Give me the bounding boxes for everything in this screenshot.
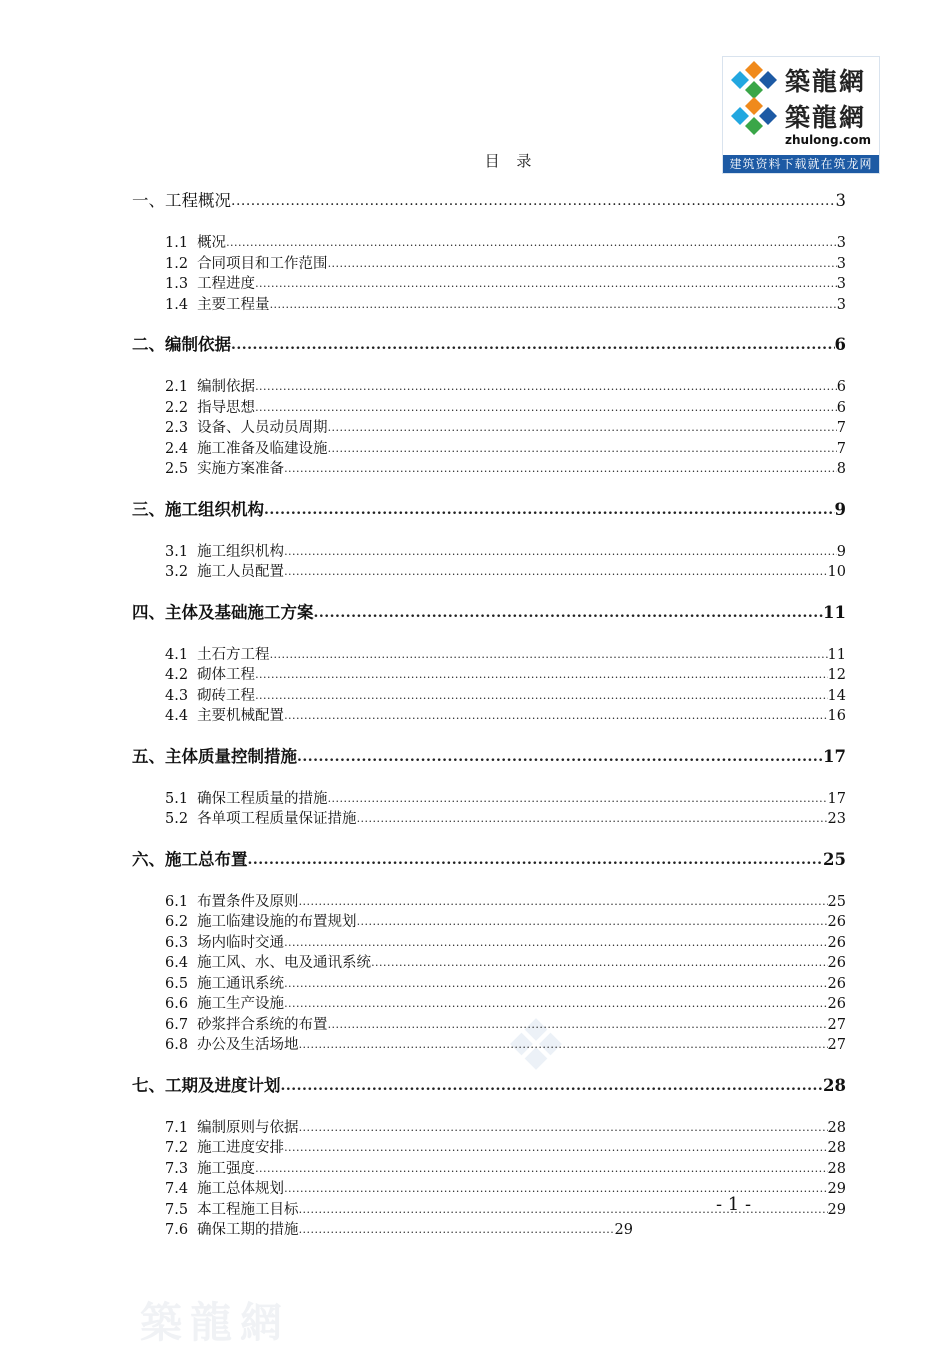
toc-leader: [299, 892, 828, 913]
toc-chapter[interactable]: [132, 746, 846, 768]
toc-chapter[interactable]: [132, 1075, 846, 1097]
toc-section-page: 26: [827, 996, 846, 1012]
toc-section-label: [165, 1118, 299, 1139]
toc-chapter-label: 五、主体质量控制措施: [132, 746, 297, 766]
toc-section-label: [165, 974, 284, 995]
toc-leader: [328, 789, 828, 810]
logo-diamond-icon: [727, 95, 781, 135]
toc-section[interactable]: [165, 459, 846, 480]
toc-section-number: 6.1: [165, 893, 189, 910]
toc-section-number: 2.2: [165, 399, 189, 416]
toc-section-label: [165, 645, 270, 666]
toc-chapter[interactable]: [132, 499, 846, 521]
toc-leader: [357, 912, 828, 933]
toc-section-title: 施工风、水、电及通讯系统: [197, 955, 372, 971]
toc-section-title: 设备、人员动员周期: [197, 420, 328, 436]
toc-section-title: 施工人员配置: [197, 564, 285, 580]
toc-section-label: [165, 809, 357, 830]
logo-diamond-icon: [727, 59, 781, 99]
toc-section[interactable]: [165, 974, 846, 995]
toc-section-title: 办公及生活场地: [197, 1037, 299, 1053]
toc-section-label: [165, 686, 255, 707]
toc-section-page: 28: [827, 1119, 846, 1136]
toc-section-number: 1.1: [165, 235, 189, 251]
table-of-contents: [132, 190, 846, 1260]
toc-section[interactable]: [165, 994, 846, 1015]
toc-section-title: 编制原则与依据: [197, 1119, 299, 1136]
toc-section-page: 6: [836, 399, 846, 416]
toc-chapter-label: 七、工期及进度计划: [132, 1075, 281, 1095]
toc-section-page: 9: [836, 543, 846, 560]
toc-section-label: [165, 933, 284, 954]
toc-leader: [297, 746, 823, 768]
toc-section-label: [165, 1159, 255, 1180]
logo-brand-text: 築龍網: [785, 67, 867, 96]
toc-section-title: 砌体工程: [197, 667, 256, 683]
toc-section-number: 5.1: [165, 790, 189, 807]
toc-section-title: 实施方案准备: [197, 461, 285, 477]
toc-leader: [284, 933, 827, 954]
toc-section-number: 7.6: [165, 1222, 189, 1238]
toc-section-number: 2.1: [165, 379, 189, 395]
toc-section-number: 6.5: [165, 975, 189, 992]
toc-section-label: [165, 377, 255, 398]
toc-section[interactable]: [165, 953, 846, 974]
toc-section[interactable]: [165, 418, 846, 439]
toc-leader: [248, 849, 824, 871]
toc-section-page: 3: [836, 235, 846, 251]
toc-section-title: 施工临建设施的布置规划: [197, 914, 357, 930]
toc-chapter-page: 25: [823, 849, 846, 869]
toc-section-title: 施工生产设施: [197, 996, 285, 1012]
toc-section-title: 确保工期的措施: [197, 1222, 299, 1238]
toc-chapter[interactable]: [132, 849, 846, 871]
toc-section-number: 4.1: [165, 646, 189, 663]
toc-section-number: 6.8: [165, 1037, 189, 1053]
toc-leader: [371, 953, 827, 974]
toc-leader: [281, 1075, 824, 1097]
toc-leader: [284, 459, 837, 480]
toc-section-label: [165, 254, 328, 275]
toc-section-label: [165, 233, 226, 254]
toc-leader: [328, 439, 837, 460]
toc-section-page: 11: [827, 646, 846, 663]
toc-section-number: 1.4: [165, 296, 189, 313]
toc-section-title: 主要机械配置: [197, 708, 285, 724]
toc-section-title: 工程进度: [197, 276, 256, 292]
toc-section-page: 29: [827, 1201, 846, 1218]
toc-leader: [284, 562, 827, 583]
toc-section[interactable]: [165, 562, 846, 583]
toc-leader: [231, 334, 835, 356]
toc-section-page: 8: [836, 461, 846, 477]
toc-chapter-label: 三、施工组织机构: [132, 499, 264, 519]
toc-section-label: [165, 398, 255, 419]
toc-section-page: 29: [614, 1222, 633, 1238]
toc-section-label: [165, 295, 270, 316]
toc-section-number: 2.5: [165, 461, 189, 477]
toc-leader: [284, 542, 837, 563]
toc-section[interactable]: [165, 665, 846, 686]
toc-section[interactable]: [165, 1138, 846, 1159]
toc-chapter-page: 17: [823, 746, 846, 766]
toc-leader: [231, 190, 836, 212]
toc-section-label: [165, 994, 284, 1015]
toc-section-title: 指导思想: [197, 399, 256, 416]
toc-section-page: 17: [827, 790, 846, 807]
toc-section-number: 7.1: [165, 1119, 189, 1136]
toc-section-label: [165, 1015, 328, 1036]
toc-section-label: [165, 459, 284, 480]
toc-section-label: [165, 706, 284, 727]
toc-section-label: [165, 1035, 299, 1056]
toc-section-list: [132, 892, 846, 1056]
toc-section-list: [132, 542, 846, 583]
logo-site-text: zhulong.com: [785, 133, 871, 147]
toc-section-title: 施工进度安排: [197, 1140, 285, 1156]
toc-section[interactable]: [165, 542, 846, 563]
toc-section[interactable]: [165, 1015, 846, 1036]
toc-section[interactable]: [165, 933, 846, 954]
logo-slogan: 建筑资料下载就在筑龙网: [723, 155, 879, 173]
page-number: - 1 -: [716, 1194, 752, 1215]
toc-chapter-page: 3: [835, 191, 846, 210]
toc-section-title: 施工强度: [197, 1160, 256, 1177]
toc-section-label: [165, 542, 284, 563]
toc-section-number: 7.2: [165, 1140, 189, 1156]
toc-section[interactable]: [165, 1118, 846, 1139]
toc-section[interactable]: [165, 274, 846, 295]
toc-section-page: 29: [827, 1181, 846, 1197]
toc-leader: [328, 1015, 828, 1036]
toc-leader: [284, 1138, 827, 1159]
toc-chapter[interactable]: [132, 602, 846, 624]
toc-section-label: [165, 665, 255, 686]
toc-section[interactable]: [165, 789, 846, 810]
toc-leader: [284, 994, 827, 1015]
toc-section[interactable]: [165, 398, 846, 419]
toc-section-label: [165, 953, 371, 974]
toc-leader: [357, 809, 828, 830]
toc-section-title: 土石方工程: [197, 646, 270, 663]
toc-section[interactable]: [165, 1035, 846, 1056]
toc-title: 目 录: [484, 152, 538, 170]
logo-row: [725, 59, 877, 95]
toc-section-list: [132, 645, 846, 727]
toc-section-number: 6.3: [165, 934, 189, 951]
toc-section-page: 25: [827, 893, 846, 910]
toc-section-title: 砂浆拌合系统的布置: [197, 1016, 328, 1033]
toc-section-number: 3.2: [165, 564, 189, 580]
toc-section-number: 6.4: [165, 955, 189, 971]
toc-section-page: 14: [827, 687, 846, 704]
toc-section-number: 2.4: [165, 440, 189, 457]
toc-section-page: 26: [827, 934, 846, 951]
toc-section-title: 本工程施工目标: [197, 1201, 299, 1218]
toc-leader: [255, 377, 837, 398]
toc-section[interactable]: [165, 295, 846, 316]
toc-leader: [255, 274, 837, 295]
toc-section-number: 1.2: [165, 255, 189, 272]
toc-section[interactable]: [165, 645, 846, 666]
toc-section-number: 7.4: [165, 1181, 189, 1197]
toc-section-label: [165, 1200, 299, 1221]
toc-section-page: 3: [836, 255, 846, 272]
toc-chapter-label: 二、编制依据: [132, 335, 231, 354]
toc-section-page: 7: [836, 420, 846, 436]
toc-chapter-page: 11: [823, 602, 846, 622]
toc-section-label: [165, 912, 357, 933]
toc-section-label: [165, 1179, 284, 1200]
toc-section-page: 27: [827, 1037, 846, 1053]
toc-section[interactable]: [165, 1159, 846, 1180]
toc-section-page: 6: [836, 379, 846, 395]
toc-section[interactable]: [165, 254, 846, 275]
toc-leader: [314, 602, 824, 624]
toc-section-page: 10: [827, 564, 846, 580]
toc-section-label: [165, 1138, 284, 1159]
toc-section-number: 6.6: [165, 996, 189, 1012]
toc-leader: [255, 686, 827, 707]
toc-section-number: 3.1: [165, 543, 189, 560]
toc-section[interactable]: [165, 892, 846, 913]
toc-section-title: 主要工程量: [197, 296, 270, 313]
toc-section-page: 3: [836, 296, 846, 313]
toc-section[interactable]: [165, 1220, 633, 1241]
toc-section-page: 28: [827, 1140, 846, 1156]
toc-section-list: [132, 789, 846, 830]
toc-section-title: 概况: [197, 235, 227, 251]
toc-section-title: 施工组织机构: [197, 543, 285, 560]
logo-brand-text: 築龍網: [785, 103, 867, 132]
toc-section[interactable]: [165, 706, 846, 727]
watermark-text: 築龍網: [140, 1298, 291, 1347]
toc-chapter-label: 六、施工总布置: [132, 849, 248, 869]
toc-leader: [270, 645, 828, 666]
logo-row: [725, 95, 877, 131]
toc-chapter-page: 6: [834, 335, 846, 354]
toc-section-page: 7: [836, 440, 846, 457]
toc-section-title: 场内临时交通: [197, 934, 285, 951]
toc-section-number: 4.4: [165, 708, 189, 724]
toc-section-title: 布置条件及原则: [197, 893, 299, 910]
toc-section-list: [132, 1118, 846, 1241]
toc-chapter-label: 四、主体及基础施工方案: [132, 602, 314, 622]
toc-leader: [328, 254, 837, 275]
toc-leader: [255, 1159, 827, 1180]
toc-section-page: 23: [827, 811, 846, 827]
toc-section-list: [132, 377, 846, 480]
toc-section-label: [165, 439, 328, 460]
toc-section[interactable]: [165, 686, 846, 707]
toc-section-label: [165, 892, 299, 913]
toc-leader: [299, 1118, 828, 1139]
toc-section-page: 26: [827, 975, 846, 992]
toc-section-number: 7.3: [165, 1160, 189, 1177]
toc-section-number: 4.3: [165, 687, 189, 704]
toc-section[interactable]: [165, 809, 846, 830]
toc-section-page: 26: [827, 914, 846, 930]
toc-chapter-label: 一、工程概况: [132, 191, 231, 210]
toc-leader: [255, 665, 827, 686]
toc-section-number: 1.3: [165, 276, 189, 292]
toc-section-number: 4.2: [165, 667, 189, 683]
toc-leader: [270, 295, 837, 316]
toc-section-page: 3: [836, 276, 846, 292]
toc-leader: [299, 1220, 615, 1241]
toc-section-title: 编制依据: [197, 379, 256, 395]
toc-section-label: [165, 274, 255, 295]
toc-section-page: 16: [827, 708, 846, 724]
toc-section-page: 12: [827, 667, 846, 683]
toc-section-number: 6.7: [165, 1016, 189, 1033]
toc-section-number: 6.2: [165, 914, 189, 930]
toc-section-number: 5.2: [165, 811, 189, 827]
toc-section[interactable]: [165, 377, 846, 398]
toc-section[interactable]: [165, 233, 846, 254]
toc-section-number: 2.3: [165, 420, 189, 436]
toc-chapter[interactable]: [132, 190, 846, 212]
toc-section-title: 砌砖工程: [197, 687, 256, 704]
toc-leader: [255, 398, 837, 419]
toc-section-page: 26: [827, 955, 846, 971]
toc-section[interactable]: [165, 439, 846, 460]
toc-leader: [226, 233, 837, 254]
toc-chapter[interactable]: [132, 334, 846, 356]
toc-section-title: 施工总体规划: [197, 1181, 285, 1197]
toc-section-page: 28: [827, 1160, 846, 1177]
toc-section-label: [165, 562, 284, 583]
toc-section-title: 施工准备及临建设施: [197, 440, 328, 457]
toc-section-title: 确保工程质量的措施: [197, 790, 328, 807]
toc-section[interactable]: [165, 912, 846, 933]
toc-leader: [284, 706, 827, 727]
toc-chapter-page: 28: [823, 1075, 846, 1095]
toc-section-label: [165, 1220, 299, 1241]
toc-section-title: 施工通讯系统: [197, 975, 285, 992]
toc-section-title: 合同项目和工作范围: [197, 255, 328, 272]
toc-section-number: 7.5: [165, 1201, 189, 1218]
toc-section-label: [165, 418, 328, 439]
toc-leader: [284, 974, 827, 995]
toc-leader: [264, 499, 835, 521]
toc-section-title: 各单项工程质量保证措施: [197, 811, 357, 827]
toc-chapter-page: 9: [834, 499, 846, 519]
toc-section-page: 27: [827, 1016, 846, 1033]
toc-section-label: [165, 789, 328, 810]
toc-section-list: [132, 233, 846, 315]
toc-leader: [328, 418, 837, 439]
toc-leader: [299, 1035, 828, 1056]
